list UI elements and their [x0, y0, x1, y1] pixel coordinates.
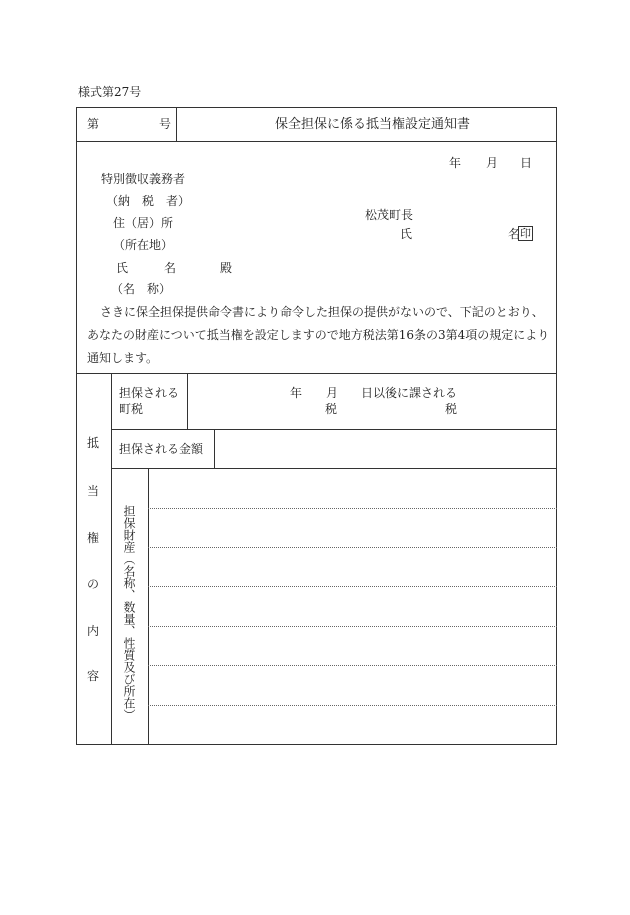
secured-tax-year: 年 [290, 386, 303, 400]
secured-tax-zei-1: 税 [325, 402, 338, 416]
secured-amount-label: 担保される金額 [119, 442, 204, 456]
body-line-1: さきに保全担保提供命令書により命令した担保の提供がないので、下記のとおり、 [100, 305, 544, 319]
seal-mark: 印 [520, 227, 531, 240]
section-label-char-1: 抵 [87, 436, 100, 450]
date-day: 日 [520, 156, 533, 170]
section-label-char-4: の [87, 577, 100, 591]
recipient-special-collector: 特別徴収義務者 [101, 172, 186, 186]
secured-tax-label-2: 町税 [119, 402, 144, 416]
page-title: 保全担保に係る抵当権設定通知書 [275, 117, 471, 132]
section-label-char-3: 権 [87, 531, 100, 545]
secured-tax-zei-2: 税 [445, 402, 458, 416]
property-label: 担保財産（名称、数量、性質及び所在） [122, 505, 136, 721]
secured-tax-after: 日以後に課される [361, 386, 458, 400]
recipient-taxpayer: （納 税 者） [106, 194, 191, 208]
date-month: 月 [486, 156, 499, 170]
secured-tax-month: 月 [326, 386, 339, 400]
recipient-name-alt: （名 称） [111, 282, 172, 296]
body-line-2: あなたの財産について抵当権を設定しますので地方税法第16条の3第4項の規定により [87, 328, 550, 342]
section-label-char-2: 当 [87, 484, 100, 498]
sender-mei: 名 [508, 227, 521, 241]
number-prefix: 第 [87, 117, 100, 131]
recipient-dono: 殿 [220, 261, 233, 275]
recipient-address: 住（居）所 [113, 216, 174, 230]
section-label-char-6: 容 [87, 669, 100, 683]
body-line-3: 通知します。 [87, 351, 159, 365]
recipient-location: （所在地） [113, 238, 174, 252]
sender-office: 松茂町長 [365, 208, 414, 222]
section-label-char-5: 内 [87, 624, 100, 638]
form-number: 様式第27号 [78, 85, 142, 99]
secured-tax-label-1: 担保される [119, 386, 180, 400]
date-year: 年 [449, 156, 462, 170]
sender-shi: 氏 [400, 227, 413, 241]
recipient-name: 氏 名 [116, 261, 177, 275]
number-suffix: 号 [159, 117, 172, 131]
